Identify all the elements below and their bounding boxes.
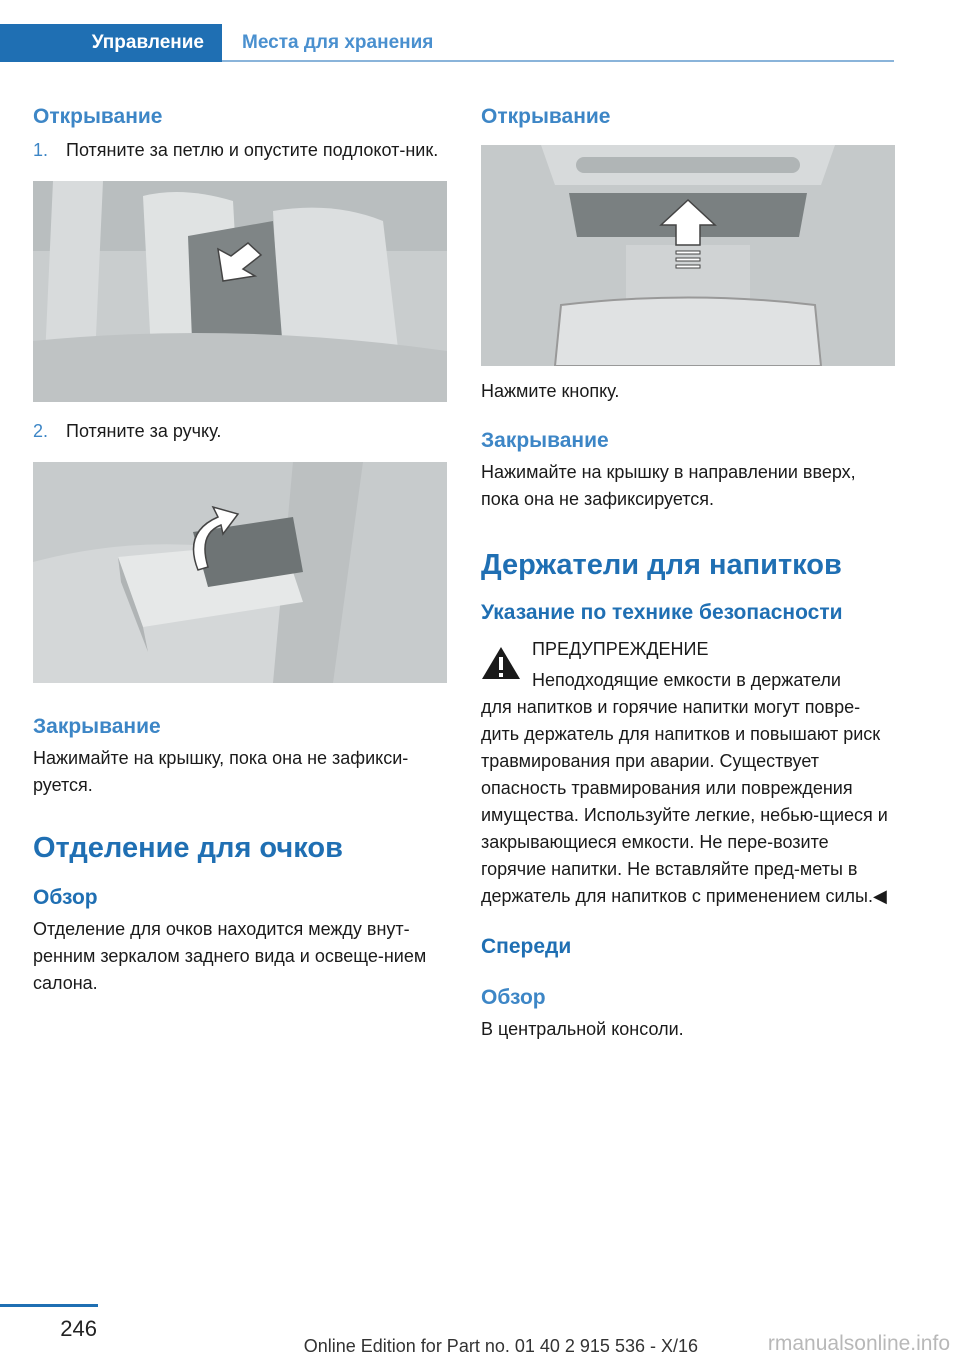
front-overview-text: В центральной консоли.: [481, 1019, 684, 1039]
cup-holders-title: Держатели для напитков: [481, 549, 842, 581]
edition-text: Online Edition for Part no. 01 40 2 915 536 - X/16: [303, 1336, 698, 1356]
step-number: 2.: [33, 421, 49, 441]
glasses-close-text: Нажимайте на крышку в направлении вверх, пока она не зафиксируется.: [481, 462, 856, 509]
page-header: [0, 0, 960, 62]
right-column: [481, 100, 895, 1043]
header-divider: [222, 60, 894, 62]
warning-label: ПРЕДУПРЕЖДЕНИЕ: [532, 639, 709, 659]
warning-first-line: Неподходящие емкости в держатели: [532, 670, 841, 690]
tab-controls[interactable]: Управление: [0, 24, 222, 62]
glasses-overview-heading: Обзор: [33, 886, 98, 909]
glasses-close-heading: Закрывание: [481, 429, 609, 452]
page-number: 246: [60, 1316, 97, 1341]
step-2: [33, 418, 447, 445]
step-1: [33, 137, 447, 164]
press-button-text: Нажмите кнопку.: [481, 381, 620, 401]
warning-continuation: для напитков и горячие напитки могут повре-дить держатель для напитков и повышают риск травмирования при аварии. Существует опасность травмирования или повреждения имущества. Используйте легкие, небью-щиеся и закрывающиеся емкости. Не пере-возите горячие напитки. Не вставляйте пред-меты в держатель для напитков с применением силы.◀: [481, 697, 888, 906]
armrest-open-heading: Открывание: [33, 105, 163, 128]
tab-storage[interactable]: Места для хранения: [242, 32, 434, 53]
step-text: Потяните за петлю и опустите подлокот-ник.: [66, 140, 439, 160]
glasses-open-heading: Открывание: [481, 105, 611, 128]
step-number: 1.: [33, 140, 49, 160]
front-heading: Спереди: [481, 935, 572, 958]
safety-heading: Указание по технике безопасности: [481, 601, 843, 624]
armrest-handle-image: [33, 462, 447, 683]
glasses-compartment-image: [481, 145, 895, 366]
armrest-loop-image: [33, 181, 447, 402]
watermark: rmanualsonline.info: [767, 1332, 950, 1355]
warning-triangle-icon: [481, 646, 521, 680]
warning-block: [481, 636, 895, 910]
step-text: Потяните за ручку.: [66, 421, 222, 441]
footer-divider: [0, 1304, 98, 1307]
glasses-overview-text: Отделение для очков находится между внут-ренним зеркалом заднего вида и освеще-нием салона.: [33, 919, 427, 993]
glasses-compartment-title: Отделение для очков: [33, 832, 343, 864]
armrest-close-heading: Закрывание: [33, 715, 161, 738]
armrest-close-text: Нажимайте на крышку, пока она не зафикси-руется.: [33, 748, 409, 795]
left-column: [33, 100, 447, 997]
front-overview-heading: Обзор: [481, 986, 546, 1009]
